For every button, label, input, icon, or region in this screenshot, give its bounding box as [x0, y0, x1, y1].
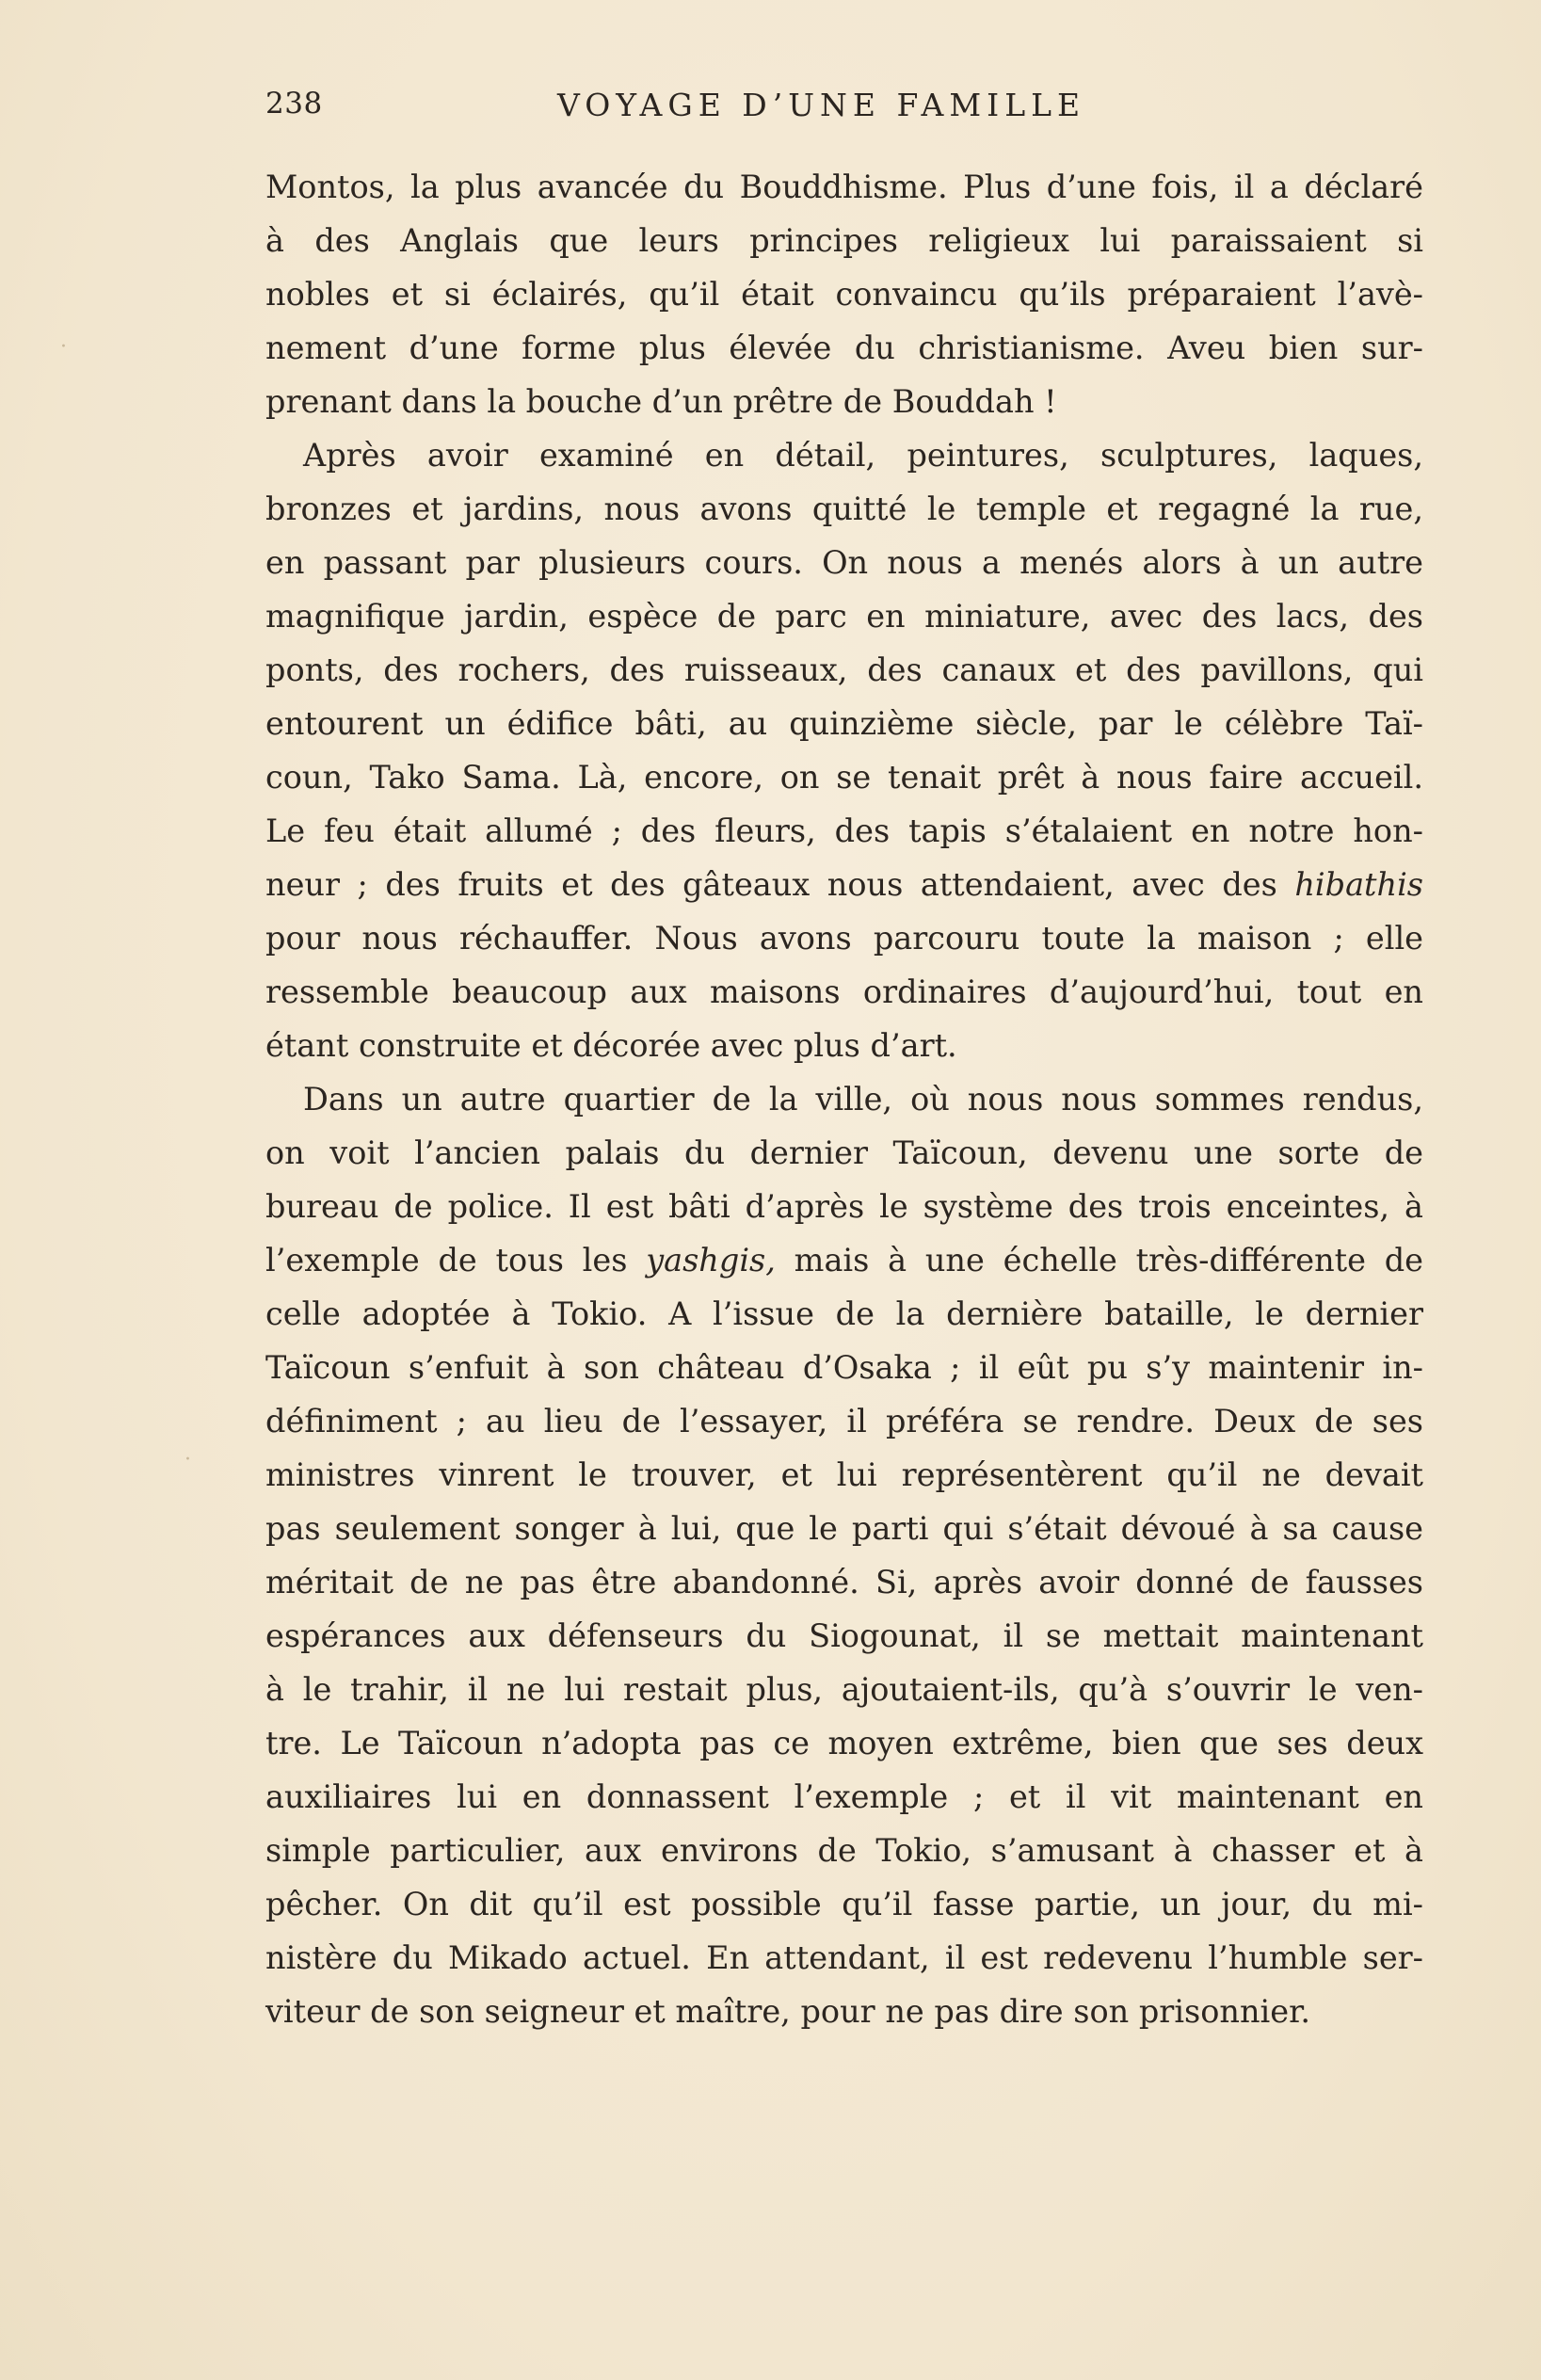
text-line: nobles et si éclairés, qu’il était convaincu qu’ils préparaient l’avè-: [265, 276, 1423, 313]
text-line: prenant dans la bouche d’un prêtre de Bouddah !: [265, 383, 1057, 420]
text-line: bronzes et jardins, nous avons quitté le temple et regagné la rue,: [265, 490, 1423, 527]
text-line: entourent un édifice bâti, au quinzième siècle, par le célèbre Taï-: [265, 705, 1423, 742]
text-line: tre. Le Taïcoun n’adopta pas ce moyen extrême, bien que ses deux: [265, 1725, 1423, 1761]
text-line: pêcher. On dit qu’il est possible qu’il fasse partie, un jour, du mi-: [265, 1886, 1423, 1922]
text-line: définiment ; au lieu de l’essayer, il préféra se rendre. Deux de ses: [265, 1403, 1423, 1439]
text-line: pas seulement songer à lui, que le parti qui s’était dévoué à sa cause: [265, 1510, 1423, 1547]
text-line: ponts, des rochers, des ruisseaux, des canaux et des pavillons, qui: [265, 651, 1423, 688]
italic-term: hibathis: [1294, 866, 1423, 903]
text-line: Montos, la plus avancée du Bouddhisme. Plus d’une fois, il a déclaré: [265, 169, 1423, 205]
text-line: magnifique jardin, espèce de parc en miniature, avec des lacs, des: [265, 598, 1423, 635]
page-header: [265, 87, 1423, 134]
text-line: à le trahir, il ne lui restait plus, ajoutaient-ils, qu’à s’ouvrir le ven-: [265, 1671, 1423, 1708]
text-line: nistère du Mikado actuel. En attendant, il est redevenu l’humble ser-: [265, 1939, 1423, 1976]
text-line: celle adoptée à Tokio. A l’issue de la dernière bataille, le dernier: [265, 1295, 1423, 1332]
text-line: Après avoir examiné en détail, peintures, sculptures, laques,: [303, 437, 1423, 474]
text-line: viteur de son seigneur et maître, pour ne pas dire son prisonnier.: [265, 1993, 1311, 2030]
body-text: [265, 160, 1423, 2038]
margin-speck: ·: [185, 1448, 191, 1471]
text-line-with-italic: [265, 858, 1423, 911]
text-line: on voit l’ancien palais du dernier Taïcoun, devenu une sorte de: [265, 1134, 1423, 1171]
text-segment: l’exemple de tous les: [265, 1242, 628, 1278]
text-line: en passant par plusieurs cours. On nous a menés alors à un autre: [265, 544, 1423, 581]
text-line: Dans un autre quartier de la ville, où nous nous sommes rendus,: [303, 1081, 1423, 1118]
text-line: bureau de police. Il est bâti d’après le système des trois enceintes, à: [265, 1188, 1423, 1225]
text-line: auxiliaires lui en donnassent l’exemple ; et il vit maintenant en: [265, 1778, 1423, 1815]
text-line: nement d’une forme plus élevée du christianisme. Aveu bien sur-: [265, 330, 1423, 366]
text-line: coun, Tako Sama. Là, encore, on se tenait prêt à nous faire accueil.: [265, 759, 1423, 796]
text-segment: mais à une échelle très-différente de: [794, 1242, 1423, 1278]
text-line: ministres vinrent le trouver, et lui représentèrent qu’il ne devait: [265, 1456, 1423, 1493]
italic-term: yashgis,: [646, 1242, 776, 1278]
text-line-with-italic: [265, 1233, 1423, 1287]
text-line: ressemble beaucoup aux maisons ordinaires d’aujourd’hui, tout en: [265, 973, 1423, 1010]
text-line: Taïcoun s’enfuit à son château d’Osaka ; il eût pu s’y maintenir in-: [265, 1349, 1423, 1386]
text-line: Le feu était allumé ; des fleurs, des tapis s’étalaient en notre hon-: [265, 812, 1423, 849]
margin-speck: ·: [60, 335, 67, 359]
text-line: étant construite et décorée avec plus d’art.: [265, 1027, 957, 1064]
running-title: VOYAGE D’UNE FAMILLE: [557, 87, 1086, 123]
text-line: simple particulier, aux environs de Tokio, s’amusant à chasser et à: [265, 1832, 1423, 1869]
text-line: pour nous réchauffer. Nous avons parcouru toute la maison ; elle: [265, 920, 1423, 957]
text-line: à des Anglais que leurs principes religieux lui paraissaient si: [265, 222, 1423, 259]
text-line: méritait de ne pas être abandonné. Si, après avoir donné de fausses: [265, 1564, 1423, 1600]
text-line: espérances aux défenseurs du Siogounat, il se mettait maintenant: [265, 1617, 1423, 1654]
text-segment: neur ; des fruits et des gâteaux nous attendaient, avec des: [265, 866, 1277, 903]
page-number: 238: [265, 87, 323, 121]
